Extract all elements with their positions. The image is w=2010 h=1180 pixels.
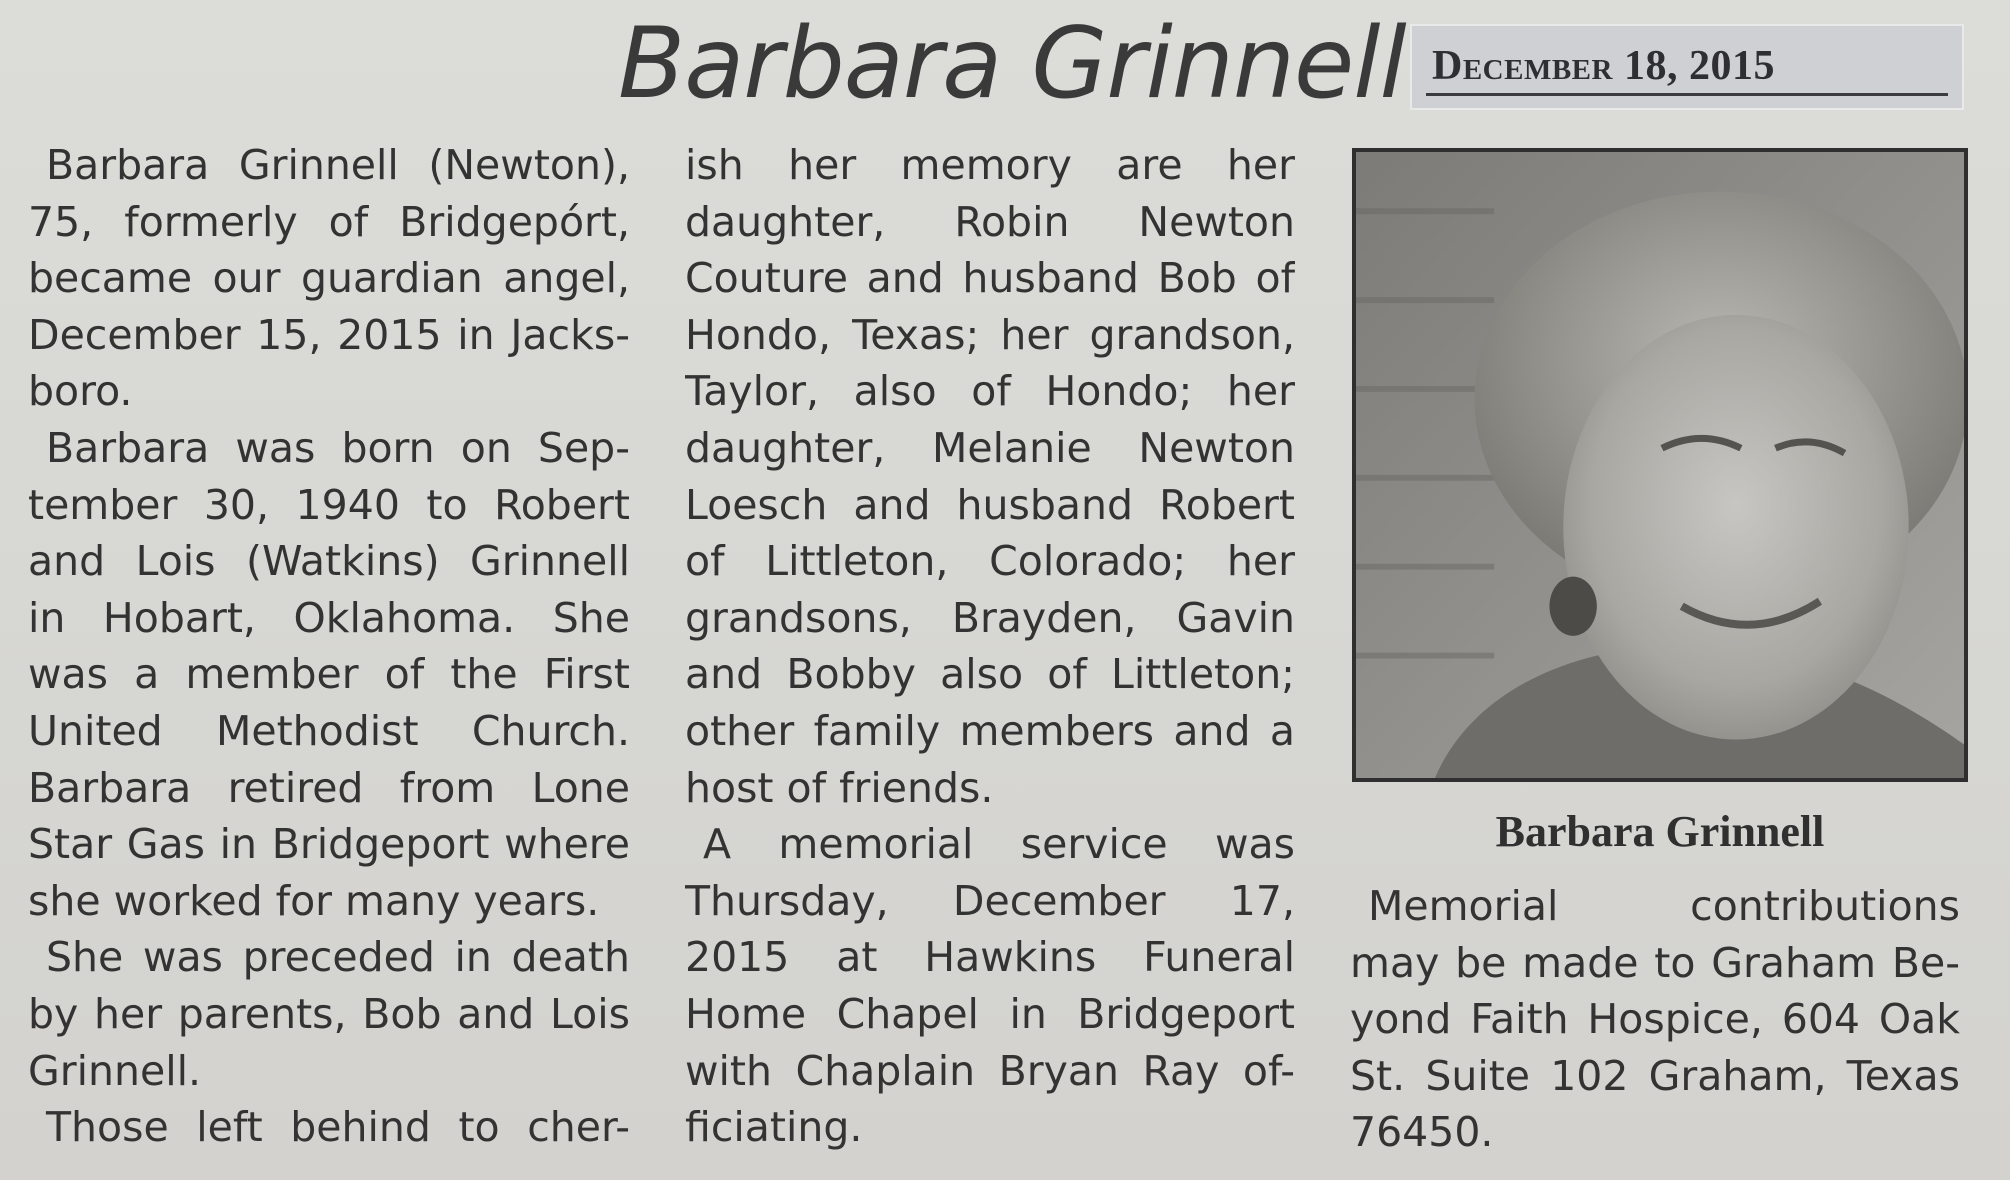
text-line: in Hobart, Oklahoma. She <box>28 593 630 642</box>
article-column-1 <box>28 137 630 1156</box>
date-box <box>1410 24 1964 110</box>
text-line: Memorial contributions <box>1368 882 1960 930</box>
publication-date: December 18, 2015 <box>1432 43 1775 89</box>
text-line: daughter, Robin Newton <box>685 197 1295 246</box>
text-line: daughter, Melanie Newton <box>685 423 1295 472</box>
text-line: Those left behind to cher- <box>46 1103 630 1152</box>
text-line: ish her memory are her <box>685 141 1295 189</box>
text-line: St. Suite 102 Graham, Texas <box>1350 1051 1960 1100</box>
text-line: Barbara Grinnell (Newton), <box>46 141 630 189</box>
article-column-2 <box>685 137 1295 1156</box>
text-line: 75, formerly of Bridgepórt, <box>28 197 630 246</box>
portrait-image <box>1356 152 1964 778</box>
text-line: tember 30, 1940 to Robert <box>28 480 630 529</box>
text-line: host of friends. <box>685 763 994 812</box>
text-line: Barbara retired from Lone <box>28 763 630 812</box>
portrait-photo <box>1352 148 1968 782</box>
text-line: 2015 at Hawkins Funeral <box>685 933 1295 982</box>
text-line: and Lois (Watkins) Grinnell <box>28 537 630 586</box>
text-line: A memorial service was <box>703 820 1295 869</box>
text-line: other family members and a <box>685 706 1295 755</box>
text-line: yond Faith Hospice, 604 Oak <box>1350 995 1960 1044</box>
article-column-3 <box>1350 878 1960 1161</box>
text-line: Star Gas in Bridgeport where <box>28 820 630 869</box>
text-line: Grinnell. <box>28 1046 202 1095</box>
text-line: with Chaplain Bryan Ray of- <box>685 1046 1295 1095</box>
text-line: and Bobby also of Littleton; <box>685 650 1295 699</box>
text-line: ficiating. <box>685 1103 863 1152</box>
date-underline <box>1426 93 1948 96</box>
text-line: Hondo, Texas; her grandson, <box>685 310 1295 359</box>
text-line: 76450. <box>1350 1108 1494 1157</box>
text-line: Taylor, also of Hondo; her <box>685 367 1295 416</box>
text-line: She was preceded in death <box>46 933 630 982</box>
text-line: Couture and husband Bob of <box>685 254 1295 303</box>
text-line: by her parents, Bob and Lois <box>28 989 630 1038</box>
text-line: boro. <box>28 367 133 416</box>
text-line: Barbara was born on Sep- <box>46 423 630 472</box>
text-line: was a member of the First <box>28 650 630 699</box>
text-line: may be made to Graham Be- <box>1350 938 1960 987</box>
text-line: Home Chapel in Bridgeport <box>685 989 1295 1038</box>
text-line: became our guardian angel, <box>28 254 630 303</box>
text-line: of Littleton, Colorado; her <box>685 537 1295 586</box>
text-line: December 15, 2015 in Jacks- <box>28 310 630 359</box>
text-line: United Methodist Church. <box>28 706 630 755</box>
obituary-headline: Barbara Grinnell <box>618 7 1406 121</box>
text-line: she worked for many years. <box>28 876 600 925</box>
text-line: Loesch and husband Robert <box>685 480 1295 529</box>
photo-caption: Barbara Grinnell <box>1495 807 1825 856</box>
text-line: grandsons, Brayden, Gavin <box>685 593 1295 642</box>
text-line: Thursday, December 17, <box>685 876 1295 925</box>
